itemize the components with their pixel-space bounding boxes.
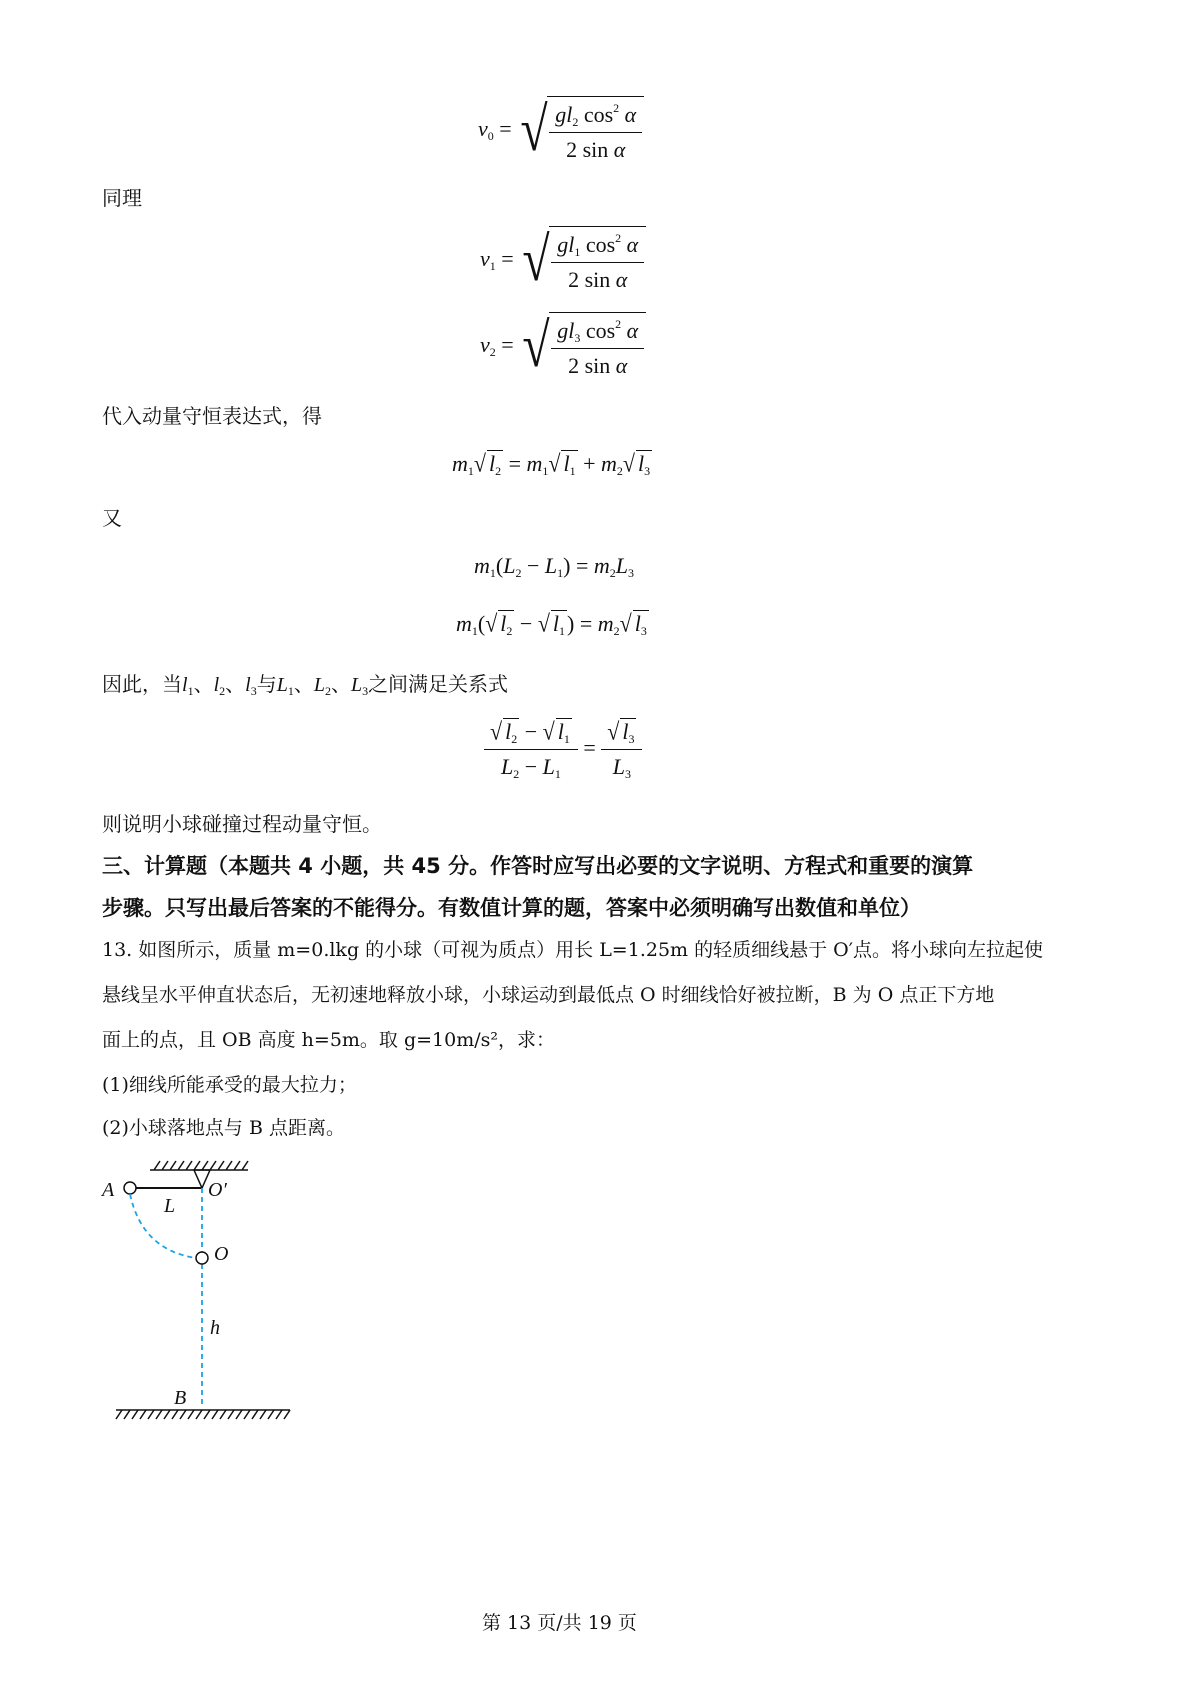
- problem13-q2: (2)小球落地点与 B 点距离。: [102, 1117, 345, 1139]
- equation-v2: $v_2$ = √ $\frac{gl_3 \cos^2 \alpha}{\text{2 sin α}}$: [480, 312, 646, 379]
- equation-v1: $v_1$ = √ $\frac{gl_1 \cos^2 \alpha}{\text{2 sin α}}$: [480, 226, 646, 293]
- ground: [116, 1410, 290, 1419]
- equation-v0: $v_0$ = √ $\frac{gl_2 \cos^2 \alpha}{\text{2 sin α}}$: [478, 96, 644, 163]
- label-oprime: O′: [208, 1179, 227, 1201]
- problem13-q1: (1)细线所能承受的最大拉力；: [102, 1074, 357, 1096]
- label-o: O: [214, 1243, 229, 1265]
- page-footer: 第 13 页/共 19 页: [482, 1612, 637, 1634]
- section-heading-line2: 步骤。只写出最后答案的不能得分。有数值计算的题，答案中必须明确写出数值和单位）: [102, 896, 921, 920]
- ball-a: [124, 1182, 136, 1194]
- equation-momentum: $m_1√$ $l_2 = m_1√$ $l_1 + m_2√$ $l_3$: [452, 449, 651, 478]
- label-h: h: [210, 1317, 220, 1339]
- section-heading-line1: 三、计算题（本题共 4 小题，共 45 分。作答时应写出必要的文字说明、方程式和重要的演算: [102, 854, 974, 878]
- pendulum-figure: [90, 1150, 310, 1440]
- text-tongli: 同理: [102, 186, 142, 210]
- text-daiaru: 代入动量守恒表达式，得: [102, 404, 322, 428]
- problem13-line2: 悬线呈水平伸直状态后，无初速地释放小球，小球运动到最低点 O 时细线恰好被拉断，B 为 O 点正下方地: [102, 984, 995, 1006]
- problem13-line3: 面上的点，且 OB 高度 h=5m。取 g=10m/s²，求：: [102, 1029, 556, 1051]
- equation-sqrt: $m_1(√$ $l_2$ − √ $l_1) = m_2√$ $l_3$: [456, 609, 647, 638]
- text-yinci: 因此，当$l_1$、$l_2$、$l_3$与$L_1$、$L_2$、$L_3$之间满足关系式: [102, 672, 509, 698]
- text-you: 又: [102, 506, 122, 530]
- equation-ratio: $\frac{√ l_2 - √ l_1}{L_2 - L_1}$ = $\frac{√ l_3}{L_3}$: [484, 718, 642, 782]
- label-b: B: [174, 1387, 187, 1409]
- swing-arc: [130, 1194, 196, 1258]
- ceiling: [150, 1161, 248, 1170]
- problem13-line1: 13. 如图所示，质量 m=0.lkg 的小球（可视为质点）用长 L=1.25m 的轻质细线悬于 O′点。将小球向左拉起使: [102, 939, 1044, 961]
- equation-L: $m_1(L_2 - L_1) = m_2L_3$: [474, 553, 635, 580]
- label-a: A: [102, 1179, 115, 1201]
- label-l: L: [164, 1195, 176, 1217]
- text-conclusion: 则说明小球碰撞过程动量守恒。: [102, 812, 382, 836]
- ball-o: [196, 1252, 208, 1264]
